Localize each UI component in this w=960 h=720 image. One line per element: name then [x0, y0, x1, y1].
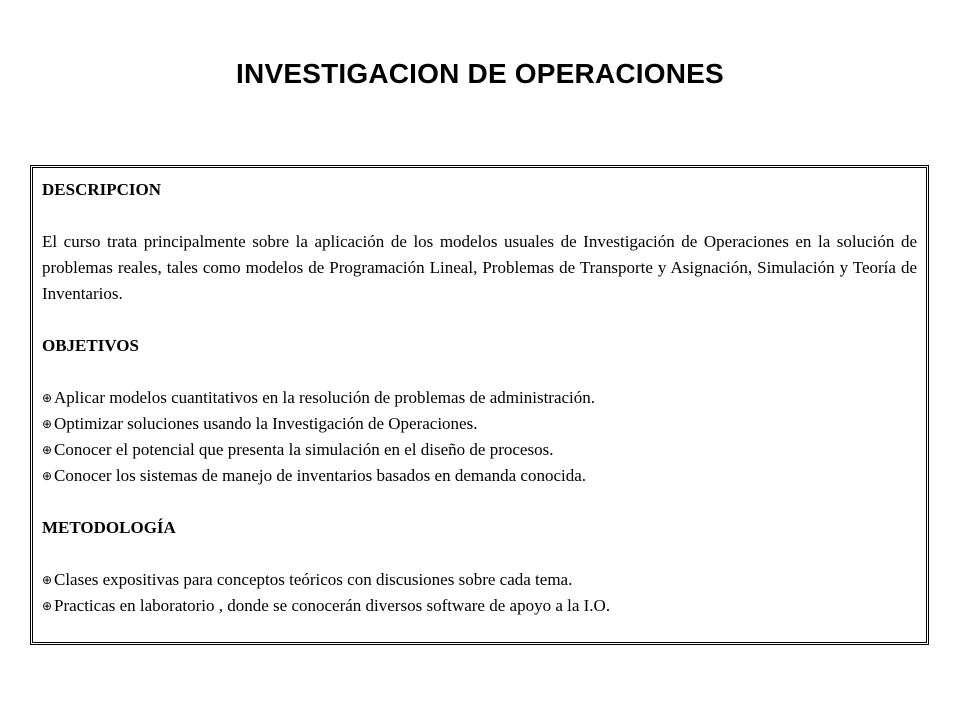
metodologia-text: Clases expositivas para conceptos teóricos con discusiones sobre cada tema. [54, 570, 573, 589]
objetivo-text: Aplicar modelos cuantitativos en la resolución de problemas de administración. [54, 388, 596, 407]
objetivos-heading: OBJETIVOS [42, 336, 139, 355]
objetivo-text: Optimizar soluciones usando la Investigación de Operaciones. [54, 414, 478, 433]
circled-plus-icon: ⊕ [42, 391, 53, 405]
page-title: INVESTIGACION DE OPERACIONES [236, 58, 724, 89]
descripcion-heading: DESCRIPCION [42, 180, 162, 199]
metodologia-list [42, 567, 917, 619]
metodologia-heading: METODOLOGÍA [42, 518, 176, 537]
circled-plus-icon: ⊕ [42, 417, 53, 431]
list-item [42, 411, 917, 437]
circled-plus-icon: ⊕ [42, 443, 53, 457]
objetivos-list [42, 385, 917, 489]
course-content [42, 177, 917, 619]
circled-plus-icon: ⊕ [42, 599, 53, 613]
list-item [42, 463, 917, 489]
metodologia-text: Practicas en laboratorio , donde se conocerán diversos software de apoyo a la I.O. [54, 596, 611, 615]
descripcion-text: El curso trata principalmente sobre la aplicación de los modelos usuales de Investigación de Operaciones en la solución de problemas reales, tales como modelos de Programación Lineal, Problemas de Transporte y Asignación, Simulación y Teoría de Inventarios. [42, 232, 917, 303]
circled-plus-icon: ⊕ [42, 469, 53, 483]
list-item [42, 593, 917, 619]
circled-plus-icon: ⊕ [42, 573, 53, 587]
list-item [42, 385, 917, 411]
objetivo-text: Conocer el potencial que presenta la simulación en el diseño de procesos. [54, 440, 554, 459]
objetivo-text: Conocer los sistemas de manejo de inventarios basados en demanda conocida. [54, 466, 587, 485]
list-item [42, 567, 917, 593]
list-item [42, 437, 917, 463]
